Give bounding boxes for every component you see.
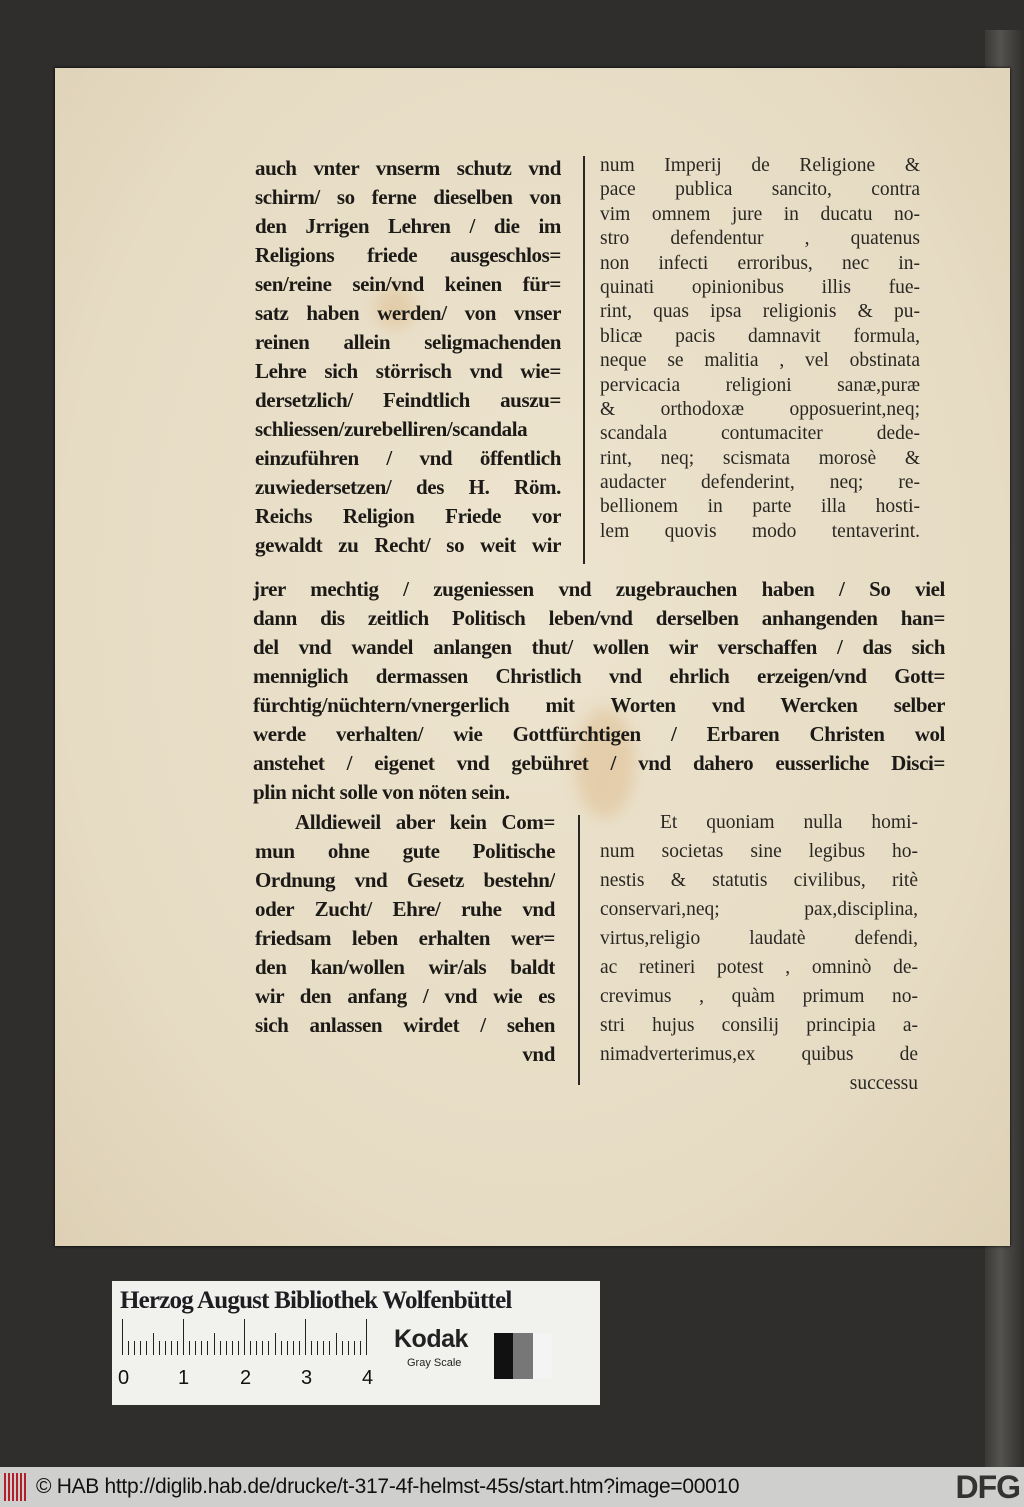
ruler-tick: [159, 1341, 160, 1355]
text-line: successu: [849, 1073, 918, 1094]
ruler-tick: [305, 1319, 306, 1355]
ruler-tick: [287, 1341, 288, 1355]
text-line: zuwiedersetzen/ des H. Röm.: [255, 475, 561, 499]
text-line: conservari,neq; pax,disciplina,: [600, 899, 918, 920]
text-line: auch vnter vnserm schutz vnd: [255, 156, 561, 180]
text-line: den Jrrigen Lehren / die im: [255, 214, 561, 238]
ruler-tick: [214, 1333, 215, 1355]
ruler-tick: [232, 1341, 233, 1355]
text-line: num Imperij de Religione &: [600, 155, 920, 176]
text-line: gewaldt zu Recht/ so weit wir: [255, 533, 561, 557]
kodak-logo: Kodak: [394, 1325, 468, 1353]
text-line: Et quoniam nulla homi-: [660, 812, 918, 833]
ruler-tick: [342, 1341, 343, 1355]
copyright-url[interactable]: © HAB http://diglib.hab.de/drucke/t-317-4f-helmst-45s/start.htm?image=00010: [36, 1475, 740, 1498]
text-line: menniglich dermassen Christlich vnd ehrlich erzeigen/vnd Gott=: [253, 664, 945, 688]
text-line: neque se malitia , vel obstinata: [600, 350, 920, 372]
ruler-tick: [293, 1341, 294, 1355]
text-line: plin nicht solle von nöten sein.: [253, 780, 510, 804]
ruler-tick: [360, 1341, 361, 1355]
ruler-tick: [348, 1341, 349, 1355]
latin-column-1: [600, 154, 920, 544]
dfg-logo: DFG: [955, 1469, 1020, 1505]
ruler-tick: [220, 1341, 221, 1355]
german-full-width-paragraph: [253, 575, 945, 807]
text-line: einzuführen / vnd öffentlich: [255, 446, 561, 470]
latin-column-2: [600, 808, 918, 1098]
gray-scale-label: Gray Scale: [407, 1357, 462, 1369]
text-line: ac retineri potest , omninò de-: [600, 957, 918, 978]
ruler-tick: [201, 1341, 202, 1355]
text-line: stri hujus consilij principia a-: [600, 1015, 918, 1036]
text-line: jrer mechtig / zugeniessen vnd zugebrauchen haben / So viel: [253, 577, 945, 601]
ruler-tick: [177, 1341, 178, 1355]
text-line: audacter defenderint, neq; re-: [600, 472, 920, 494]
ruler-tick: [140, 1341, 141, 1355]
ruler-tick: [299, 1341, 300, 1355]
ruler-tick: [134, 1341, 135, 1355]
text-line: & orthodoxæ opposuerint,neq;: [600, 398, 920, 420]
text-line: del vnd wandel anlangen thut/ wollen wir verschaffen / das sich: [253, 635, 945, 659]
ruler-tick: [329, 1341, 330, 1355]
text-line: fürchtig/nüchtern/vnergerlich mit Worten vnd Wercken selber: [253, 693, 945, 717]
ruler-number: 3: [301, 1367, 313, 1389]
text-line: sich anlassen wirdet / sehen: [255, 1013, 555, 1037]
ruler-number: 4: [362, 1367, 374, 1389]
text-line: lem quovis modo tentaverint.: [600, 520, 920, 542]
text-line: vnd: [522, 1042, 555, 1066]
ruler-tick: [268, 1341, 269, 1355]
ruler-tick: [128, 1341, 129, 1355]
column-divider: [583, 156, 585, 564]
text-line: stro defendentur , quatenus: [600, 228, 920, 250]
german-column-2: [255, 808, 555, 1069]
ruler-tick: [317, 1341, 318, 1355]
text-line: Religions friede ausgeschlos=: [255, 243, 561, 267]
ruler-tick: [281, 1341, 282, 1355]
text-line: nimadverterimus,ex quibus de: [600, 1044, 918, 1065]
german-column-1: [255, 154, 561, 560]
swatch-white: [533, 1333, 552, 1379]
ruler-tick: [354, 1341, 355, 1355]
text-line: rint, neq; scismata morosè &: [600, 447, 920, 469]
swatch-gray: [513, 1333, 532, 1379]
hab-logo-icon: [4, 1473, 26, 1501]
ruler-tick: [244, 1319, 245, 1355]
text-line: wir den anfang / vnd wie es: [255, 984, 555, 1008]
text-line: nestis & statutis civilibus, ritè: [600, 870, 918, 891]
library-color-scale-card: [112, 1281, 600, 1405]
ruler-tick: [323, 1341, 324, 1355]
text-line: rint, quas ipsa religionis & pu-: [600, 301, 920, 323]
gray-scale-swatches: [494, 1333, 552, 1379]
text-line: num societas sine legibus ho-: [600, 841, 918, 862]
text-line: Lehre sich störrisch vnd wie=: [255, 359, 561, 383]
text-line: dersetzlich/ Feindtlich auszu=: [255, 388, 561, 412]
ruler-tick: [122, 1319, 123, 1355]
ruler-tick: [256, 1341, 257, 1355]
text-line: non infecti erroribus, nec in-: [600, 252, 920, 274]
ruler-tick: [189, 1341, 190, 1355]
text-line: oder Zucht/ Ehre/ ruhe vnd: [255, 897, 555, 921]
ruler-tick: [153, 1333, 154, 1355]
ruler-number: 1: [178, 1367, 190, 1389]
text-line: quinati opinionibus illis fue-: [600, 276, 920, 298]
ruler-tick: [336, 1333, 337, 1355]
cm-ruler: [122, 1329, 372, 1369]
text-line: friedsam leben erhalten wer=: [255, 926, 555, 950]
text-line: vim omnem jure in ducatu no-: [600, 203, 920, 225]
text-line: Alldieweil aber kein Com=: [295, 810, 555, 834]
ruler-tick: [195, 1341, 196, 1355]
text-line: virtus,religio laudatè defendi,: [600, 928, 918, 949]
ruler-tick: [311, 1341, 312, 1355]
text-line: mun ohne gute Politische: [255, 839, 555, 863]
text-line: crevimus , quàm primum no-: [600, 986, 918, 1007]
text-line: pervicacia religioni sanæ,puræ: [600, 374, 920, 396]
text-line: schirm/ so ferne dieselben von: [255, 185, 561, 209]
ruler-tick: [183, 1319, 184, 1355]
text-line: blicæ pacis damnavit formula,: [600, 325, 920, 347]
text-line: scandala contumaciter dede-: [600, 423, 920, 445]
ruler-tick: [366, 1319, 367, 1355]
ruler-number: 0: [118, 1367, 130, 1389]
ruler-tick: [207, 1341, 208, 1355]
text-line: bellionem in parte illa hosti-: [600, 496, 920, 518]
ruler-tick: [275, 1333, 276, 1355]
ruler-tick: [226, 1341, 227, 1355]
ruler-tick: [250, 1341, 251, 1355]
text-line: sen/reine sein/vnd keinen für=: [255, 272, 561, 296]
ruler-tick: [165, 1341, 166, 1355]
column-divider: [578, 815, 580, 1085]
document-page: [55, 68, 1010, 1246]
text-line: dann dis zeitlich Politisch leben/vnd derselben anhangenden han=: [253, 606, 945, 630]
text-line: schliessen/zurebelliren/scandala: [255, 417, 528, 441]
footer-bar: [0, 1467, 1024, 1507]
swatch-black: [494, 1333, 513, 1379]
text-line: Reichs Religion Friede vor: [255, 504, 561, 528]
text-line: pace publica sancito, contra: [600, 179, 920, 201]
text-line: anstehet / eigenet vnd gebühret / vnd dahero eusserliche Disci=: [253, 751, 945, 775]
text-line: den kan/wollen wir/als baldt: [255, 955, 555, 979]
ruler-tick: [238, 1341, 239, 1355]
text-line: reinen allein seligmachenden: [255, 330, 561, 354]
ruler-tick: [262, 1341, 263, 1355]
ruler-tick: [146, 1341, 147, 1355]
text-line: satz haben werden/ von vnser: [255, 301, 561, 325]
library-name: Herzog August Bibliothek Wolfenbüttel: [120, 1287, 512, 1314]
ruler-number: 2: [240, 1367, 252, 1389]
text-line: Ordnung vnd Gesetz bestehn/: [255, 868, 555, 892]
text-line: werde verhalten/ wie Gottfürchtigen / Erbaren Christen wol: [253, 722, 945, 746]
ruler-tick: [171, 1341, 172, 1355]
